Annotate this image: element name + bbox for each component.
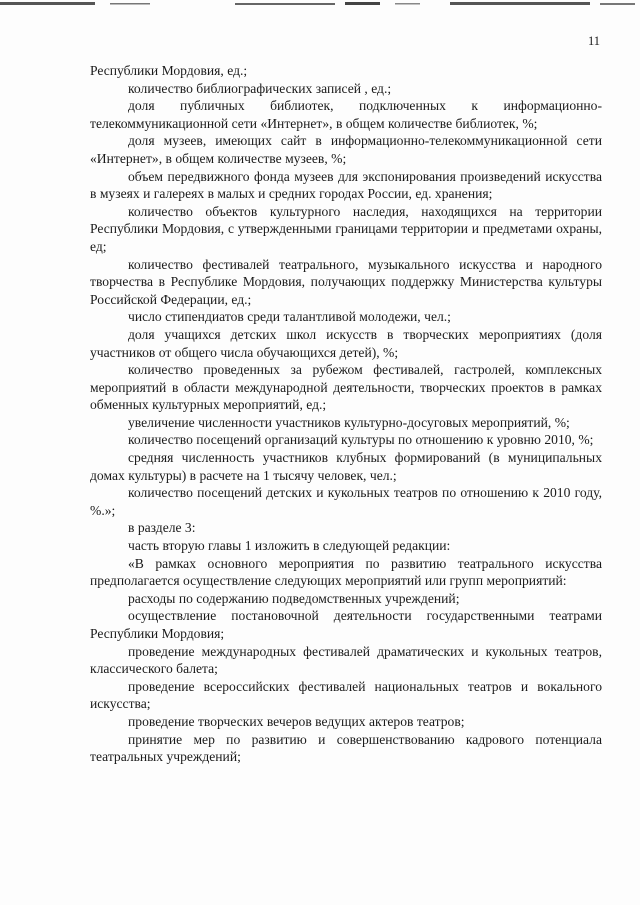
paragraph: доля публичных библиотек, подключенных к информационно-телекоммуникационной сети «Интернет», в общем количестве библиотек, %; [90, 98, 602, 131]
paragraph: проведение международных фестивалей драматических и кукольных театров, классического балета; [90, 643, 602, 677]
paragraph: объем передвижного фонда музеев для экспонирования произведений искусства в музеях и галереях в малых и средних городах России, ед. хранения; [90, 168, 602, 202]
document-body [90, 62, 602, 766]
paragraph: проведение творческих вечеров ведущих актеров театров; [128, 713, 465, 729]
paragraph: увеличение численности участников культурно-досуговых мероприятий, %; [128, 414, 570, 430]
paragraph: количество объектов культурного наследия, находящихся на территории Республики Мордовия, с утвержденными границами территории и предметами охраны, ед; [90, 203, 602, 254]
paragraph: количество библиографических записей , ед.; [128, 80, 392, 96]
paragraph: Республики Мордовия, ед.; [90, 63, 248, 78]
paragraph: количество посещений организаций культуры по отношению к уровню 2010, %; [128, 432, 594, 448]
paragraph: средняя численность участников клубных формирований (в муниципальных домах культуры) в расчете на 1 тысячу человек, чел.; [90, 450, 602, 483]
paragraph: «В рамках основного мероприятия по развитию театрального искусства предполагается осуществление следующих мероприятий или групп мероприятий: [90, 555, 602, 589]
page-number: 11 [587, 34, 600, 48]
paragraph: доля учащихся детских школ искусств в творческих мероприятиях (доля участников от общего числа обучающихся детей), %; [90, 326, 602, 360]
paragraph: расходы по содержанию подведомственных учреждений; [128, 590, 460, 606]
paragraph: количество проведенных за рубежом фестивалей, гастролей, комплексных мероприятий в области международной деятельности, творческих проектов в рамках обменных культурных мероприятий, ед.; [90, 362, 602, 413]
paragraph: количество фестивалей театрального, музыкального искусства и народного творчества в Республике Мордовия, получающих поддержку Министерства культуры Российской Федерации, ед.; [90, 256, 602, 307]
paragraph: часть вторую главы 1 изложить в следующей редакции: [128, 538, 451, 554]
scan-edge-artifact [0, 0, 640, 10]
paragraph: в разделе 3: [128, 520, 196, 536]
paragraph: проведение всероссийских фестивалей национальных театров и вокального искусства; [90, 678, 602, 712]
paragraph: доля музеев, имеющих сайт в информационно-телекоммуникационной сети «Интернет», в общем количестве музеев, %; [90, 133, 602, 166]
paragraph: принятие мер по развитию и совершенствованию кадрового потенциала театральных учреждений; [90, 731, 602, 765]
paragraph: осуществление постановочной деятельности государственными театрами Республики Мордовия; [90, 608, 602, 641]
paragraph: количество посещений детских и кукольных театров по отношению к 2010 году, %.»; [90, 485, 602, 518]
paragraph: число стипендиатов среди талантливой молодежи, чел.; [128, 309, 451, 325]
